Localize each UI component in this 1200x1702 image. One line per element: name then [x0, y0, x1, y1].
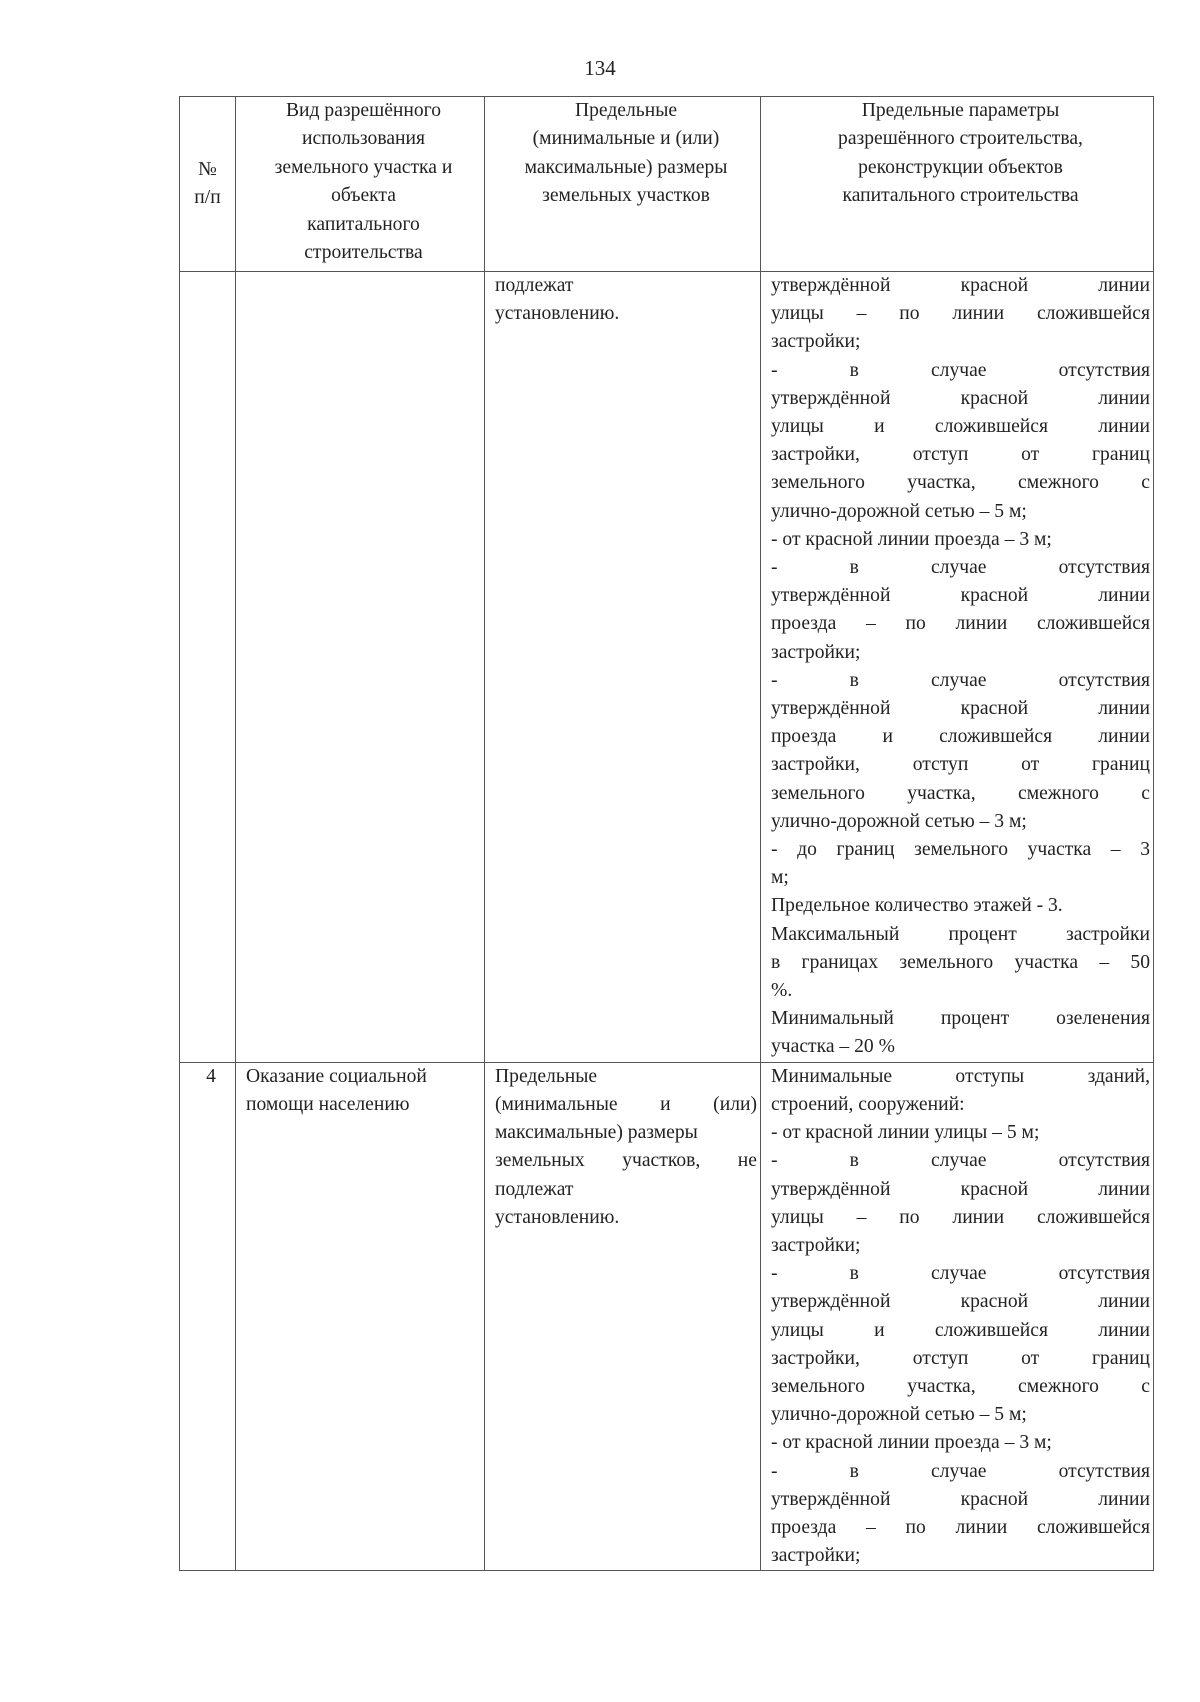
- cell-line: утверждённой красной линии: [771, 1178, 1150, 1200]
- cell-line: земельных участков, не: [495, 1150, 757, 1172]
- cell-line: улично-дорожной сетью – 5 м;: [771, 1404, 1027, 1426]
- cell-line: объекта: [331, 185, 396, 207]
- cell-line: земельных участков: [542, 185, 710, 207]
- cell-line: застройки;: [771, 331, 861, 353]
- cell-line: - в случае отсутствия: [771, 1460, 1150, 1482]
- cell-line: Максимальный процент застройки: [771, 923, 1150, 945]
- cell-line: застройки;: [771, 641, 861, 663]
- cell-line: улично-дорожной сетью – 5 м;: [771, 500, 1027, 522]
- cell-line: Предельные параметры: [861, 100, 1060, 121]
- cell-line: улицы – по линии сложившейся: [771, 1206, 1150, 1228]
- cell-line: утверждённой красной линии: [771, 1488, 1150, 1510]
- cell-line: капитального строительства: [842, 185, 1079, 207]
- cell-line: Оказание социальной: [246, 1065, 427, 1087]
- cell-line: Предельное количество этажей - 3.: [771, 895, 1063, 917]
- cell-line: Предельные: [495, 1065, 598, 1087]
- row-construction-parameters: [761, 272, 1154, 1063]
- cell-line: разрешённого строительства,: [838, 128, 1083, 150]
- cell-line: утверждённой красной линии: [771, 275, 1150, 296]
- header-permitted-use: [236, 97, 485, 272]
- page-number: 134: [584, 56, 616, 80]
- cell-line: использования: [301, 128, 426, 150]
- cell-line: Вид разрешённого: [285, 100, 442, 121]
- row-permitted-use: [236, 272, 485, 1063]
- cell-line: Предельные: [574, 100, 678, 121]
- cell-line: - от красной линии проезда – 3 м;: [771, 1432, 1052, 1454]
- cell-line: - в случае отсутствия: [771, 359, 1150, 381]
- cell-line: - в случае отсутствия: [771, 1150, 1150, 1172]
- cell-line: улицы – по линии сложившейся: [771, 303, 1150, 325]
- table-row: [180, 272, 1154, 1063]
- cell-line: капитального: [307, 213, 420, 235]
- cell-line: застройки;: [771, 1234, 861, 1256]
- cell-line: - от красной линии проезда – 3 м;: [771, 528, 1052, 550]
- cell-line: проезда – по линии сложившейся: [771, 613, 1150, 635]
- cell-line: помощи населению: [246, 1093, 410, 1115]
- regulations-table: [179, 96, 1154, 1571]
- cell-line: земельного участка и: [274, 156, 453, 178]
- cell-line: застройки, отступ от границ: [771, 754, 1150, 776]
- cell-line: утверждённой красной линии: [771, 698, 1150, 720]
- cell-line: (минимальные и (или): [532, 128, 720, 150]
- cell-line: максимальные) размеры: [495, 1122, 698, 1144]
- cell-line: застройки;: [771, 1545, 861, 1567]
- header-number-symbol: №: [198, 158, 217, 180]
- cell-line: утверждённой красной линии: [771, 387, 1150, 409]
- header-number: [180, 97, 236, 272]
- header-construction-parameters: [761, 97, 1154, 272]
- cell-line: застройки, отступ от границ: [771, 444, 1150, 466]
- cell-line: участка – 20 %: [771, 1036, 895, 1058]
- cell-line: максимальные) размеры: [524, 156, 728, 178]
- row-permitted-use: [236, 1062, 485, 1571]
- cell-line: - в случае отсутствия: [771, 557, 1150, 579]
- cell-line: строительства: [304, 242, 423, 264]
- cell-line: - в случае отсутствия: [771, 1263, 1150, 1285]
- cell-line: улицы и сложившейся линии: [771, 1319, 1150, 1341]
- cell-line: (минимальные и (или): [495, 1093, 757, 1115]
- cell-line: проезда и сложившейся линии: [771, 726, 1150, 748]
- row-construction-parameters: [761, 1062, 1154, 1571]
- cell-line: улицы и сложившейся линии: [771, 416, 1150, 438]
- cell-line: Минимальный процент озеленения: [771, 1008, 1150, 1030]
- cell-line: - от красной линии улицы – 5 м;: [771, 1122, 1040, 1144]
- cell-line: строений, сооружений:: [771, 1093, 965, 1115]
- cell-line: установлению.: [495, 303, 620, 325]
- row-number: [180, 272, 236, 1063]
- cell-line: утверждённой красной линии: [771, 585, 1150, 607]
- header-number-abbr: п/п: [194, 187, 221, 208]
- cell-line: %.: [771, 980, 793, 1002]
- cell-line: м;: [771, 867, 789, 889]
- cell-line: подлежат: [495, 1178, 574, 1200]
- cell-line: застройки, отступ от границ: [771, 1347, 1150, 1369]
- header-plot-sizes: [485, 97, 761, 272]
- cell-line: в границах земельного участка – 50: [771, 951, 1150, 973]
- cell-line: проезда – по линии сложившейся: [771, 1516, 1150, 1538]
- table-header-row: [180, 97, 1154, 272]
- row-plot-sizes: [485, 1062, 761, 1571]
- cell-line: земельного участка, смежного с: [771, 472, 1150, 494]
- cell-line: - до границ земельного участка – 3: [771, 839, 1150, 861]
- cell-line: Минимальные отступы зданий,: [771, 1065, 1150, 1087]
- cell-line: реконструкции объектов: [858, 156, 1063, 178]
- cell-line: - в случае отсутствия: [771, 669, 1150, 691]
- table-row: [180, 1062, 1154, 1571]
- cell-line: земельного участка, смежного с: [771, 1375, 1150, 1397]
- row-number: 4: [180, 1062, 236, 1571]
- cell-line: земельного участка, смежного с: [771, 782, 1150, 804]
- cell-line: установлению.: [495, 1206, 620, 1228]
- cell-line: подлежат: [495, 275, 574, 296]
- row-plot-sizes: [485, 272, 761, 1063]
- cell-line: улично-дорожной сетью – 3 м;: [771, 810, 1027, 832]
- cell-line: утверждённой красной линии: [771, 1291, 1150, 1313]
